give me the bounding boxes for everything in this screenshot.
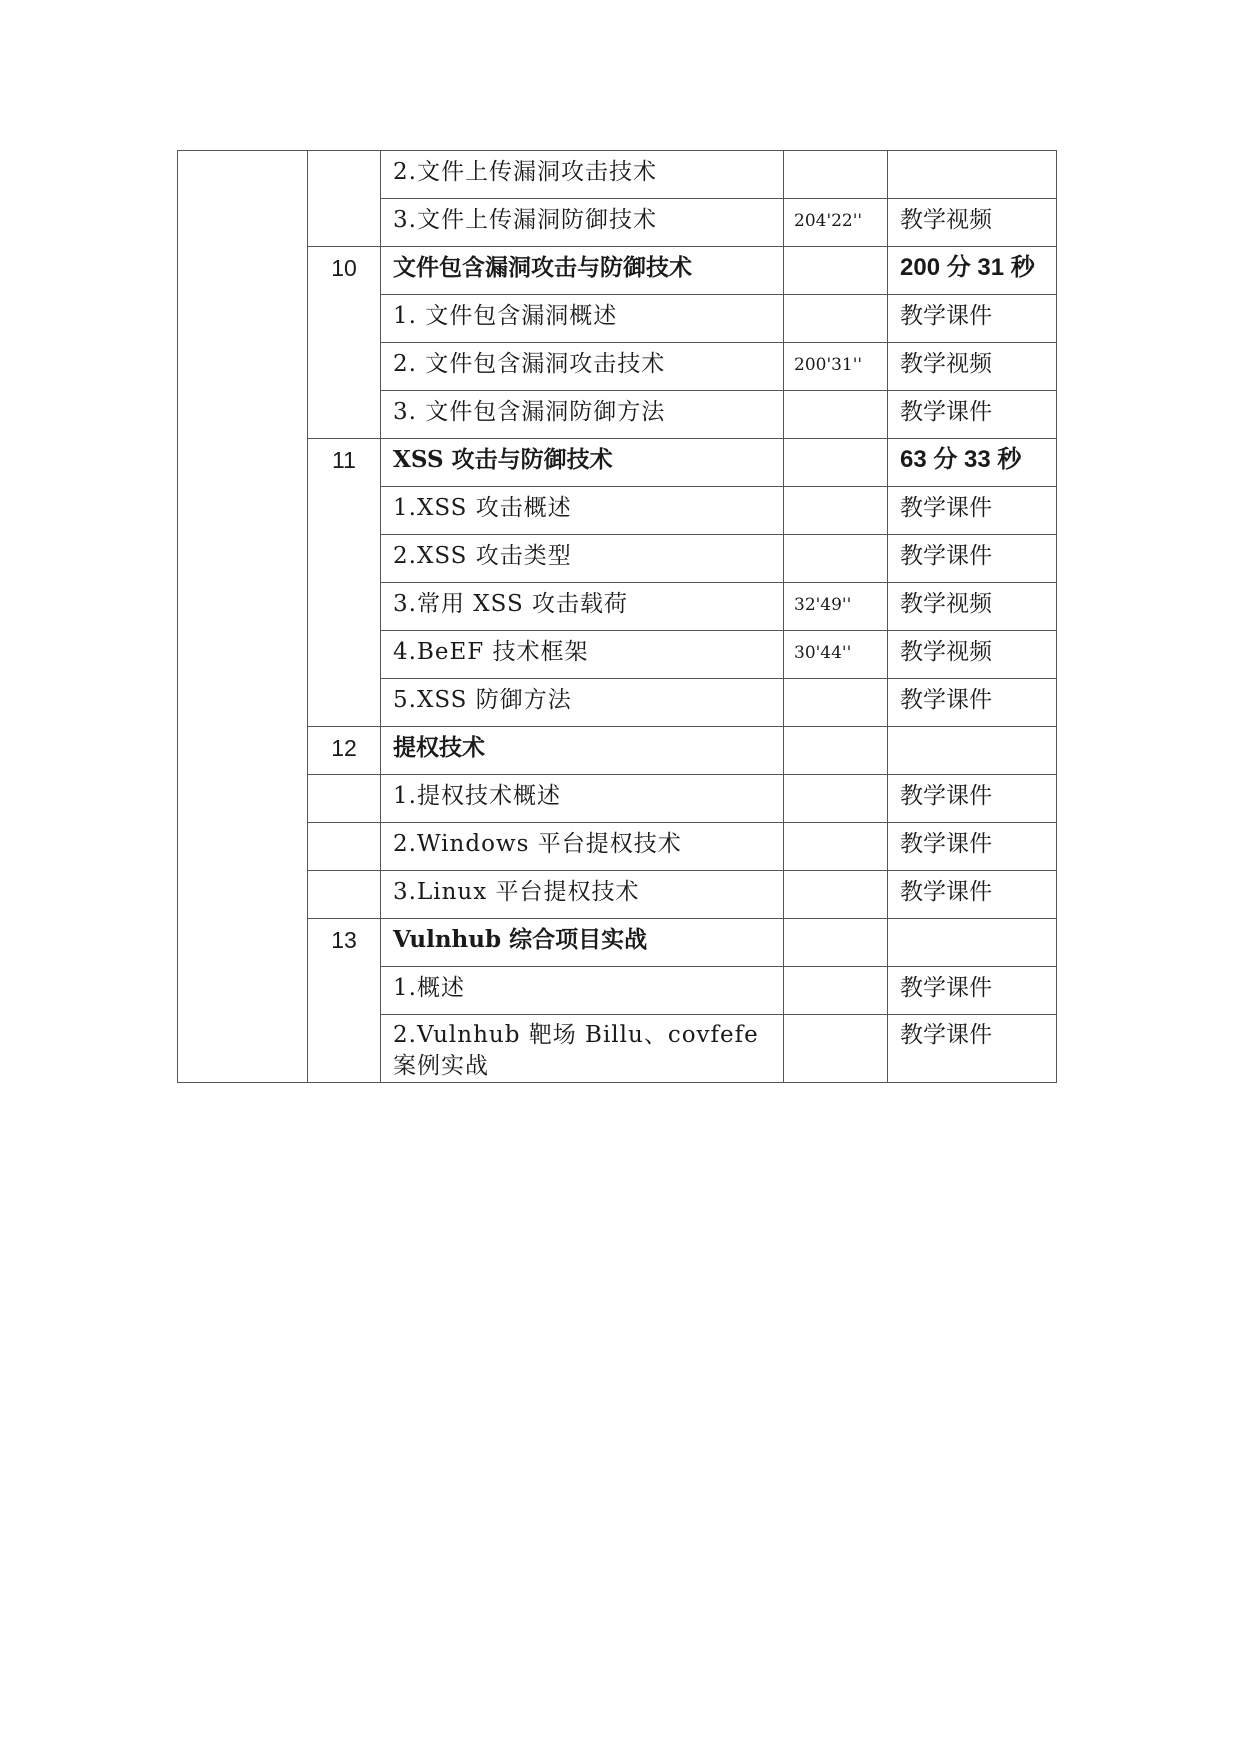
section-number: 11 bbox=[308, 439, 381, 727]
topic-cell: 2. 文件包含漏洞攻击技术 bbox=[381, 343, 784, 391]
section-title: Vulnhub 综合项目实战 bbox=[381, 919, 784, 967]
duration-cell bbox=[784, 1015, 888, 1083]
section-title: 提权技术 bbox=[381, 727, 784, 775]
duration-cell bbox=[784, 679, 888, 727]
duration-cell bbox=[784, 151, 888, 199]
duration-cell: 204'22'' bbox=[784, 199, 888, 247]
table-row bbox=[178, 871, 1057, 919]
section-header-row bbox=[178, 247, 1057, 295]
duration-cell bbox=[784, 727, 888, 775]
resource-type-cell: 教学课件 bbox=[888, 391, 1057, 439]
resource-type-cell: 教学视频 bbox=[888, 583, 1057, 631]
topic-cell: 3. 文件包含漏洞防御方法 bbox=[381, 391, 784, 439]
resource-type-cell: 教学课件 bbox=[888, 967, 1057, 1015]
resource-type-cell: 教学课件 bbox=[888, 823, 1057, 871]
resource-type-cell: 教学课件 bbox=[888, 295, 1057, 343]
section-header-row bbox=[178, 919, 1057, 967]
table-row bbox=[178, 823, 1057, 871]
section-total-duration bbox=[888, 919, 1057, 967]
resource-type-cell: 教学课件 bbox=[888, 775, 1057, 823]
duration-cell bbox=[784, 439, 888, 487]
resource-type-cell: 教学视频 bbox=[888, 631, 1057, 679]
section-number-cell bbox=[308, 871, 381, 919]
section-number: 12 bbox=[308, 727, 381, 775]
duration-cell: 30'44'' bbox=[784, 631, 888, 679]
section-number-cell bbox=[308, 823, 381, 871]
section-number: 10 bbox=[308, 247, 381, 439]
duration-cell bbox=[784, 247, 888, 295]
resource-type-cell: 教学课件 bbox=[888, 1015, 1057, 1083]
section-title: 文件包含漏洞攻击与防御技术 bbox=[381, 247, 784, 295]
section-number-cell bbox=[308, 775, 381, 823]
course-table bbox=[177, 150, 1057, 1083]
topic-cell: 1.XSS 攻击概述 bbox=[381, 487, 784, 535]
chapter-cell bbox=[178, 151, 308, 1083]
duration-cell bbox=[784, 295, 888, 343]
topic-cell: 2.XSS 攻击类型 bbox=[381, 535, 784, 583]
section-total-duration: 63 分 33 秒 bbox=[888, 439, 1057, 487]
section-total-duration bbox=[888, 727, 1057, 775]
section-number: 13 bbox=[308, 919, 381, 1083]
table-row bbox=[178, 775, 1057, 823]
duration-cell bbox=[784, 391, 888, 439]
section-header-row bbox=[178, 727, 1057, 775]
resource-type-cell: 教学视频 bbox=[888, 199, 1057, 247]
resource-type-cell bbox=[888, 151, 1057, 199]
resource-type-cell: 教学课件 bbox=[888, 679, 1057, 727]
resource-type-cell: 教学课件 bbox=[888, 487, 1057, 535]
duration-cell bbox=[784, 871, 888, 919]
duration-cell bbox=[784, 823, 888, 871]
duration-cell bbox=[784, 919, 888, 967]
section-header-row bbox=[178, 439, 1057, 487]
resource-type-cell: 教学视频 bbox=[888, 343, 1057, 391]
topic-cell: 1. 文件包含漏洞概述 bbox=[381, 295, 784, 343]
duration-cell: 32'49'' bbox=[784, 583, 888, 631]
duration-cell bbox=[784, 535, 888, 583]
topic-cell: 4.BeEF 技术框架 bbox=[381, 631, 784, 679]
section-total-duration: 200 分 31 秒 bbox=[888, 247, 1057, 295]
topic-cell: 3.常用 XSS 攻击载荷 bbox=[381, 583, 784, 631]
topic-cell: 2.Vulnhub 靶场 Billu、covfefe 案例实战 bbox=[381, 1015, 784, 1083]
section-title: XSS 攻击与防御技术 bbox=[381, 439, 784, 487]
topic-cell: 1.提权技术概述 bbox=[381, 775, 784, 823]
topic-cell: 2.文件上传漏洞攻击技术 bbox=[381, 151, 784, 199]
duration-cell bbox=[784, 487, 888, 535]
duration-cell: 200'31'' bbox=[784, 343, 888, 391]
topic-cell: 2.Windows 平台提权技术 bbox=[381, 823, 784, 871]
resource-type-cell: 教学课件 bbox=[888, 535, 1057, 583]
topic-cell: 5.XSS 防御方法 bbox=[381, 679, 784, 727]
resource-type-cell: 教学课件 bbox=[888, 871, 1057, 919]
topic-cell: 3.Linux 平台提权技术 bbox=[381, 871, 784, 919]
section-number-cell bbox=[308, 151, 381, 247]
duration-cell bbox=[784, 775, 888, 823]
topic-cell: 3.文件上传漏洞防御技术 bbox=[381, 199, 784, 247]
duration-cell bbox=[784, 967, 888, 1015]
topic-cell: 1.概述 bbox=[381, 967, 784, 1015]
table-row bbox=[178, 151, 1057, 199]
